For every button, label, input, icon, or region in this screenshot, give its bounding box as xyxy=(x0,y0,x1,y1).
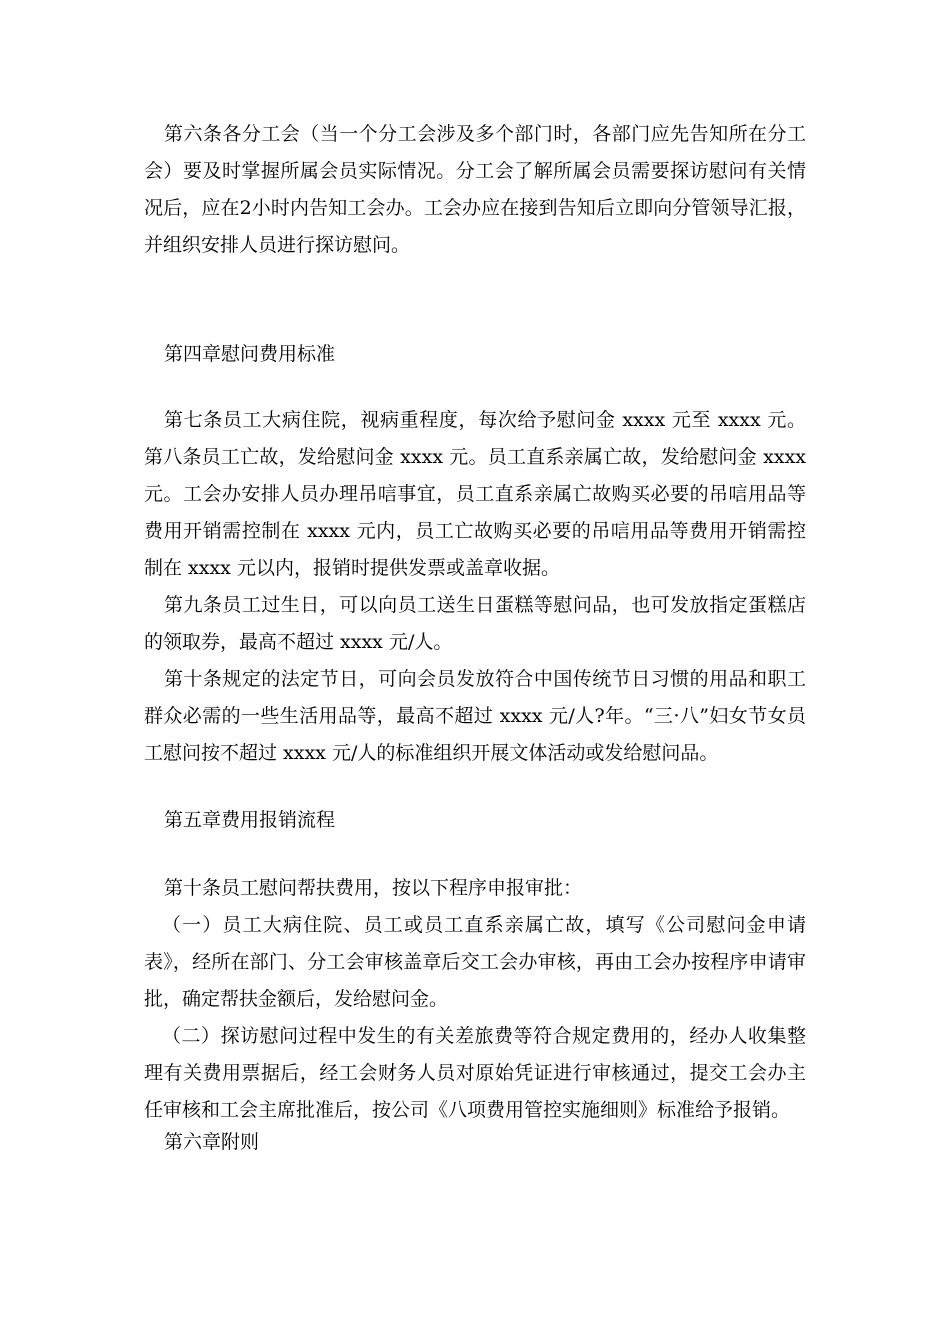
article-10-paragraph: 第十条规定的法定节日，可向会员发放符合中国传统节日习惯的用品和职工群众必需的一些生活用品等，最高不超过 xxxx 元/人?年。“三·八”妇女节女员工慰问按不超过 xxxx 元/人的标准组织开展文体活动或发给慰问品。 xyxy=(144,668,806,764)
chapter-4-heading: 第四章慰问费用标准 xyxy=(164,343,336,365)
procedure-item-2: （二）探访慰问过程中发生的有关差旅费等符合规定费用的，经办人收集整理有关费用票据后，经工会财务人员对原始凭证进行审核通过，提交工会办主任审核和工会主席批准后，按公司《八项费用管控实施细则》标准给予报销。 xyxy=(144,1025,806,1121)
article-9-paragraph: 第九条员工过生日，可以向员工送生日蛋糕等慰问品，也可发放指定蛋糕店的领取券，最高不超过 xxxx 元/人。 xyxy=(144,594,806,653)
procedure-item-1: （一）员工大病住院、员工或员工直系亲属亡故，填写《公司慰问金申请表》，经所在部门、分工会审核盖章后交工会办审核，再由工会办按程序申请审批，确定帮扶金额后，发给慰问金。 xyxy=(144,914,806,1010)
chapter-6-heading: 第六章附则 xyxy=(164,1131,260,1153)
chapter-5-heading: 第五章费用报销流程 xyxy=(164,809,336,831)
article-10b-paragraph: 第十条员工慰问帮扶费用，按以下程序申报审批： xyxy=(164,877,583,899)
article-6-paragraph: 第六条各分工会（当一个分工会涉及多个部门时，各部门应先告知所在分工会）要及时掌握所属会员实际情况。分工会了解所属会员需要探访慰问有关情况后，应在2小时内告知工会办。工会办应在接到告知后立即向分管领导汇报，并组织安排人员进行探访慰问。 xyxy=(144,123,806,256)
article-7-8-paragraph: 第七条员工大病住院，视病重程度，每次给予慰问金 xxxx 元至 xxxx 元。 第八条员工亡故，发给慰问金 xxxx 元。员工直系亲属亡故，发给慰问金 xxxx 元。工会办安排人员办理吊唁事宜，员工直系亲属亡故购买必要的吊唁用品等费用开销需控制在 xxxx 元内，员工亡故购买必要的吊唁用品等费用开销需控制在 xxxx 元以内，报销时提供发票或盖章收据。 xyxy=(144,409,806,579)
